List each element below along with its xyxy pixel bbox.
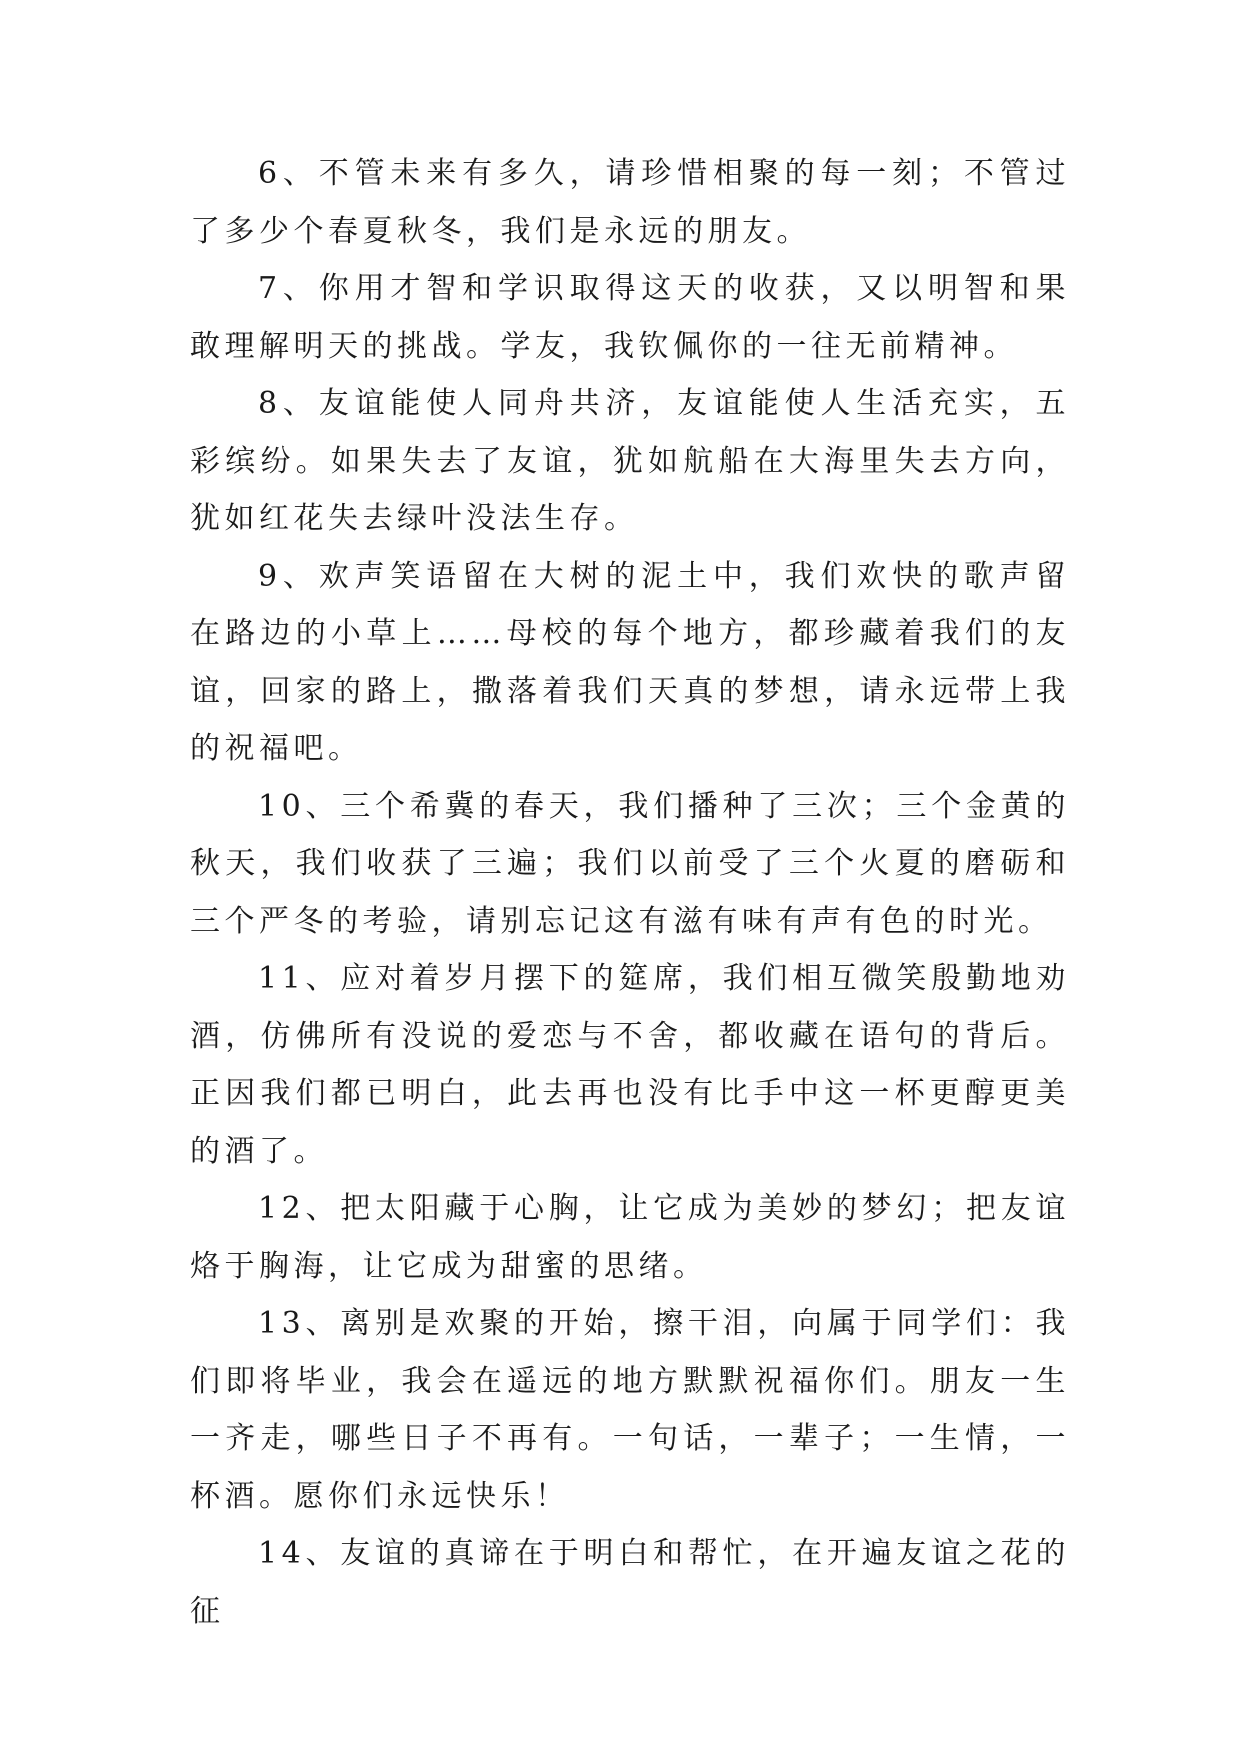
paragraph-14: 14、友谊的真谛在于明白和帮忙，在开遍友谊之花的征 [190, 1536, 1070, 1629]
paragraph-6: 6、不管未来有多久，请珍惜相聚的每一刻；不管过了多少个春夏秋冬，我们是永远的朋友。 [190, 156, 1070, 249]
paragraph-7: 7、你用才智和学识取得这天的收获，又以明智和果敢理解明天的挑战。学友，我钦佩你的一往无前精神。 [190, 271, 1070, 364]
paragraph-11: 11、应对着岁月摆下的筵席，我们相互微笑殷勤地劝酒，仿佛所有没说的爱恋与不舍，都收藏在语句的背后。正因我们都已明白，此去再也没有比手中这一杯更醇更美的酒了。 [190, 961, 1070, 1169]
paragraph-9: 9、欢声笑语留在大树的泥土中，我们欢快的歌声留在路边的小草上……母校的每个地方，都珍藏着我们的友谊，回家的路上，撒落着我们天真的梦想，请永远带上我的祝福吧。 [190, 558, 1070, 766]
paragraph-10: 10、三个希冀的春天，我们播种了三次；三个金黄的秋天，我们收获了三遍；我们以前受了三个火夏的磨砺和三个严冬的考验，请别忘记这有滋有味有声有色的时光。 [190, 788, 1070, 939]
paragraph-13: 13、离别是欢聚的开始，擦干泪，向属于同学们：我们即将毕业，我会在遥远的地方默默祝福你们。朋友一生一齐走，哪些日子不再有。一句话，一辈子；一生情，一杯酒。愿你们永远快乐！ [190, 1306, 1070, 1514]
paragraph-8: 8、友谊能使人同舟共济，友谊能使人生活充实，五彩缤纷。如果失去了友谊，犹如航船在大海里失去方向，犹如红花失去绿叶没法生存。 [190, 386, 1070, 536]
paragraph-12: 12、把太阳藏于心胸，让它成为美妙的梦幻；把友谊烙于胸海，让它成为甜蜜的思绪。 [190, 1191, 1070, 1284]
document-body [190, 145, 1070, 1640]
